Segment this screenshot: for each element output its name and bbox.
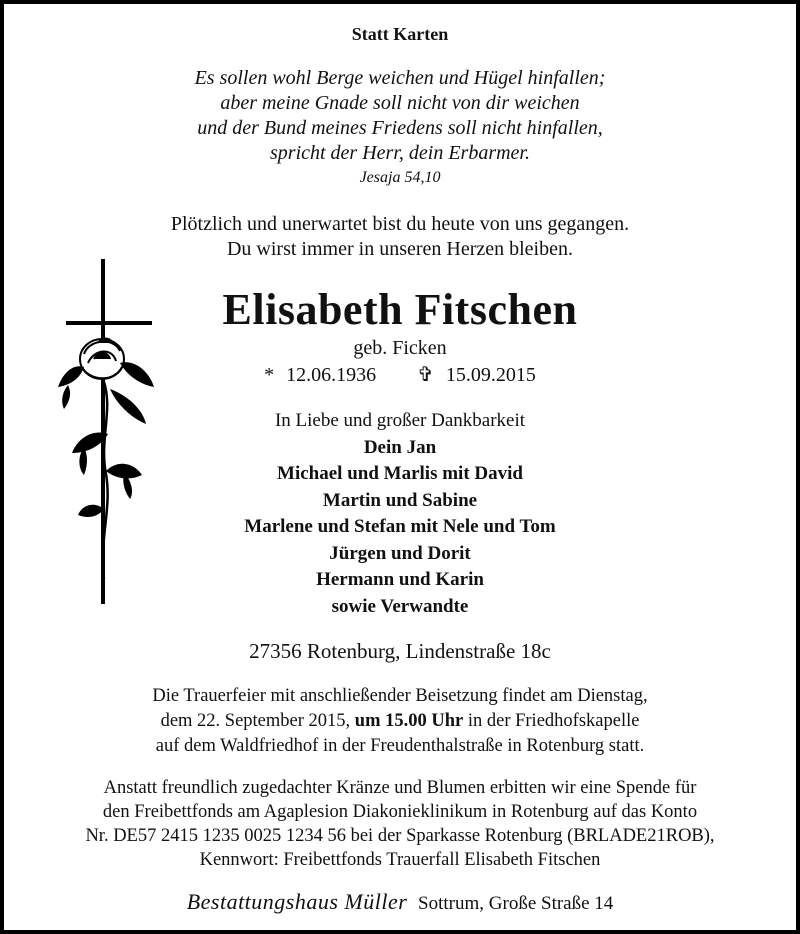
ceremony-date: dem 22. September 2015,: [160, 711, 351, 731]
donation-line-4: Kennwort: Freibettfonds Trauerfall Elisabeth Fitschen: [199, 850, 601, 870]
death-date: 15.09.2015: [445, 364, 536, 386]
ceremony-line-2: [4, 709, 796, 734]
verse-reference: Jesaja 54,10: [359, 169, 441, 186]
funeral-home-name: Bestattungshaus Müller: [186, 889, 408, 914]
donation-line-2: den Freibettfonds am Agaplesion Diakonieklinikum in Rotenburg auf das Konto: [102, 802, 698, 822]
cross-with-rose-icon: [54, 259, 164, 609]
family-line: Michael und Marlis mit David: [277, 463, 523, 484]
family-line: Martin und Sabine: [322, 490, 478, 511]
death-symbol: ✞: [417, 364, 434, 386]
birth-name: geb. Ficken: [353, 337, 447, 359]
verse-line-2: aber meine Gnade soll nicht von dir weichen: [220, 92, 580, 114]
verse-line-3: und der Bund meines Friedens soll nicht hinfallen,: [197, 117, 603, 139]
donation-line-1: Anstatt freundlich zugedachter Kränze und Blumen erbitten wir eine Spende für: [103, 778, 697, 798]
header-title: Statt Karten: [351, 24, 449, 44]
verse-line-1: Es sollen wohl Berge weichen und Hügel hinfallen;: [194, 67, 606, 89]
intro-line-2: Du wirst immer in unseren Herzen bleiben.: [226, 238, 573, 260]
donation-line-3: Nr. DE57 2415 1235 0025 1234 56 bei der Sparkasse Rotenburg (BRLADE21ROB),: [85, 826, 715, 846]
family-line: Jürgen und Dorit: [329, 543, 471, 564]
family-line: Marlene und Stefan mit Nele und Tom: [244, 516, 556, 537]
intro-line-1: Plötzlich und unerwartet bist du heute von uns gegangen.: [170, 213, 630, 235]
ceremony-line-3: auf dem Waldfriedhof in der Freudenthalstraße in Rotenburg statt.: [155, 736, 645, 756]
family-line: sowie Verwandte: [331, 596, 469, 617]
verse-line-4: spricht der Herr, dein Erbarmer.: [270, 142, 530, 164]
thanks-line: In Liebe und großer Dankbarkeit: [274, 410, 526, 431]
footer: [4, 889, 796, 915]
ceremony-place: in der Friedhofskapelle: [467, 711, 640, 731]
deceased-name: Elisabeth Fitschen: [222, 285, 578, 334]
address: 27356 Rotenburg, Lindenstraße 18c: [249, 639, 551, 663]
birth-date: 12.06.1936: [286, 364, 377, 386]
family-line: Dein Jan: [363, 437, 437, 458]
birth-symbol: *: [264, 364, 275, 386]
family-line: Hermann und Karin: [316, 569, 484, 590]
funeral-home-address: Sottrum, Große Straße 14: [418, 893, 614, 914]
ceremony-time: um 15.00 Uhr: [354, 711, 464, 731]
ceremony-line-1: Die Trauerfeier mit anschließender Beisetzung findet am Dienstag,: [152, 686, 648, 706]
